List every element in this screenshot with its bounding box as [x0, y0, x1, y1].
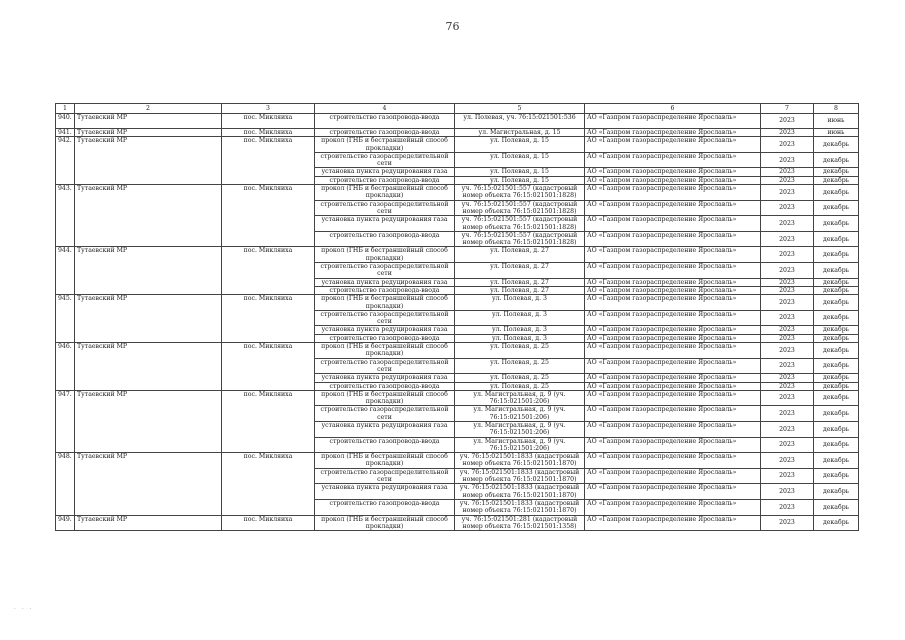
gasification-schedule-table — [55, 103, 859, 531]
organization-cell: АО «Газпром газораспределение Ярославль» — [585, 358, 761, 374]
organization-cell: АО «Газпром газораспределение Ярославль» — [585, 152, 761, 168]
month-cell: декабрь — [814, 484, 859, 500]
year-cell: 2023 — [761, 168, 814, 176]
year-cell: 2023 — [761, 310, 814, 326]
month-cell: июнь — [814, 129, 859, 137]
address-cell: уч. 76:15:021501:557 (кадастровый номер объекта 76:15:021501:1828) — [455, 216, 585, 232]
settlement-cell — [222, 374, 315, 382]
organization-cell: АО «Газпром газораспределение Ярославль» — [585, 129, 761, 137]
organization-cell: АО «Газпром газораспределение Ярославль» — [585, 453, 761, 469]
settlement-cell: пос. Микляиха — [222, 114, 315, 129]
month-cell: декабрь — [814, 263, 859, 279]
month-cell: декабрь — [814, 185, 859, 201]
table-row — [56, 406, 859, 422]
address-cell: ул. Полевая, д. 15 — [455, 152, 585, 168]
settlement-cell: пос. Микляиха — [222, 453, 315, 469]
work-type-cell: строительство газораспределительной сети — [315, 468, 455, 484]
organization-cell: АО «Газпром газораспределение Ярославль» — [585, 334, 761, 342]
address-cell: ул. Магистральная, д. 15 — [455, 129, 585, 137]
month-cell: июнь — [814, 114, 859, 129]
table-row — [56, 358, 859, 374]
month-cell: декабрь — [814, 437, 859, 453]
work-type-cell: прокол (ГНБ и бестраншейный способ прокладки) — [315, 343, 455, 359]
organization-cell: АО «Газпром газораспределение Ярославль» — [585, 185, 761, 201]
month-cell: декабрь — [814, 374, 859, 382]
address-cell: ул. Магистральная, д. 9 (уч. 76:15:021501:206) — [455, 437, 585, 453]
settlement-cell — [222, 152, 315, 168]
district-cell — [75, 421, 222, 437]
work-type-cell: установка пункта редуцирования газа — [315, 374, 455, 382]
work-type-cell: строительство газопровода-ввода — [315, 334, 455, 342]
work-type-cell: строительство газопровода-ввода — [315, 437, 455, 453]
table-row — [56, 114, 859, 129]
row-number-cell — [56, 326, 75, 334]
address-cell: ул. Полевая, уч. 76:15:021501:536 — [455, 114, 585, 129]
table-row — [56, 278, 859, 286]
row-number-cell — [56, 406, 75, 422]
year-cell: 2023 — [761, 263, 814, 279]
table-row — [56, 129, 859, 137]
row-number-cell — [56, 334, 75, 342]
district-cell — [75, 200, 222, 216]
year-cell: 2023 — [761, 453, 814, 469]
organization-cell: АО «Газпром газораспределение Ярославль» — [585, 231, 761, 247]
row-number-cell — [56, 176, 75, 184]
table-row — [56, 453, 859, 469]
work-type-cell: строительство газопровода-ввода — [315, 382, 455, 390]
year-cell: 2023 — [761, 231, 814, 247]
year-cell: 2023 — [761, 278, 814, 286]
work-type-cell: строительство газораспределительной сети — [315, 358, 455, 374]
page-number: 76 — [445, 20, 460, 33]
organization-cell: АО «Газпром газораспределение Ярославль» — [585, 263, 761, 279]
organization-cell: АО «Газпром газораспределение Ярославль» — [585, 484, 761, 500]
row-number-cell — [56, 168, 75, 176]
table-row — [56, 437, 859, 453]
table-row — [56, 468, 859, 484]
settlement-cell — [222, 263, 315, 279]
organization-cell: АО «Газпром газораспределение Ярославль» — [585, 382, 761, 390]
table-row — [56, 176, 859, 184]
year-cell: 2023 — [761, 499, 814, 515]
organization-cell: АО «Газпром газораспределение Ярославль» — [585, 468, 761, 484]
organization-cell: АО «Газпром газораспределение Ярославль» — [585, 499, 761, 515]
address-cell: уч. 76:15:021501:1833 (кадастровый номер объекта 76:15:021501:1870) — [455, 468, 585, 484]
work-type-cell: установка пункта редуцирования газа — [315, 216, 455, 232]
year-cell: 2023 — [761, 374, 814, 382]
district-cell — [75, 176, 222, 184]
organization-cell: АО «Газпром газораспределение Ярославль» — [585, 437, 761, 453]
settlement-cell — [222, 326, 315, 334]
organization-cell: АО «Газпром газораспределение Ярославль» — [585, 310, 761, 326]
settlement-cell — [222, 499, 315, 515]
table-row — [56, 286, 859, 294]
row-number-cell — [56, 310, 75, 326]
year-cell: 2023 — [761, 406, 814, 422]
settlement-cell — [222, 437, 315, 453]
year-cell: 2023 — [761, 382, 814, 390]
table-row — [56, 484, 859, 500]
settlement-cell: пос. Микляиха — [222, 390, 315, 406]
work-type-cell: прокол (ГНБ и бестраншейный способ прокладки) — [315, 137, 455, 153]
row-number-cell: 941. — [56, 129, 75, 137]
month-cell: декабрь — [814, 515, 859, 531]
table-row — [56, 343, 859, 359]
settlement-cell — [222, 358, 315, 374]
settlement-cell: пос. Микляиха — [222, 129, 315, 137]
work-type-cell: установка пункта редуцирования газа — [315, 421, 455, 437]
address-cell: уч. 76:15:021501:557 (кадастровый номер объекта 76:15:021501:1828) — [455, 231, 585, 247]
address-cell: ул. Полевая, д. 15 — [455, 137, 585, 153]
month-cell: декабрь — [814, 247, 859, 263]
settlement-cell: пос. Микляиха — [222, 185, 315, 201]
address-cell: уч. 76:15:021501:281 (кадастровый номер объекта 76:15:021501:1358) — [455, 515, 585, 531]
row-number-cell — [56, 263, 75, 279]
district-cell — [75, 334, 222, 342]
year-cell: 2023 — [761, 421, 814, 437]
organization-cell: АО «Газпром газораспределение Ярославль» — [585, 168, 761, 176]
district-cell: Тутаевский МР — [75, 114, 222, 129]
district-cell — [75, 286, 222, 294]
district-cell — [75, 468, 222, 484]
row-number-cell — [56, 484, 75, 500]
header-cell: 8 — [814, 104, 859, 114]
district-cell — [75, 216, 222, 232]
year-cell: 2023 — [761, 137, 814, 153]
address-cell: ул. Полевая, д. 25 — [455, 382, 585, 390]
row-number-cell — [56, 468, 75, 484]
district-cell: Тутаевский МР — [75, 343, 222, 359]
work-type-cell: строительство газопровода-ввода — [315, 231, 455, 247]
district-cell — [75, 231, 222, 247]
settlement-cell — [222, 168, 315, 176]
year-cell: 2023 — [761, 176, 814, 184]
address-cell: ул. Полевая, д. 15 — [455, 168, 585, 176]
table-row — [56, 185, 859, 201]
header-cell: 1 — [56, 104, 75, 114]
settlement-cell — [222, 468, 315, 484]
settlement-cell: пос. Микляиха — [222, 295, 315, 311]
header-cell: 5 — [455, 104, 585, 114]
year-cell: 2023 — [761, 334, 814, 342]
month-cell: декабрь — [814, 382, 859, 390]
table-row — [56, 295, 859, 311]
district-cell: Тутаевский МР — [75, 295, 222, 311]
district-cell — [75, 358, 222, 374]
district-cell: Тутаевский МР — [75, 137, 222, 153]
month-cell: декабрь — [814, 231, 859, 247]
year-cell: 2023 — [761, 358, 814, 374]
row-number-cell — [56, 231, 75, 247]
table-row — [56, 390, 859, 406]
district-cell: Тутаевский МР — [75, 129, 222, 137]
address-cell: ул. Полевая, д. 27 — [455, 286, 585, 294]
year-cell: 2023 — [761, 286, 814, 294]
work-type-cell: прокол (ГНБ и бестраншейный способ прокладки) — [315, 295, 455, 311]
work-type-cell: прокол (ГНБ и бестраншейный способ прокладки) — [315, 185, 455, 201]
address-cell: уч. 76:15:021501:1833 (кадастровый номер объекта 76:15:021501:1870) — [455, 484, 585, 500]
row-number-cell — [56, 437, 75, 453]
settlement-cell — [222, 310, 315, 326]
header-cell: 3 — [222, 104, 315, 114]
year-cell: 2023 — [761, 295, 814, 311]
address-cell: уч. 76:15:021501:557 (кадастровый номер объекта 76:15:021501:1828) — [455, 185, 585, 201]
year-cell: 2023 — [761, 484, 814, 500]
district-cell — [75, 263, 222, 279]
settlement-cell — [222, 231, 315, 247]
organization-cell: АО «Газпром газораспределение Ярославль» — [585, 421, 761, 437]
organization-cell: АО «Газпром газораспределение Ярославль» — [585, 200, 761, 216]
organization-cell: АО «Газпром газораспределение Ярославль» — [585, 278, 761, 286]
table-row — [56, 515, 859, 531]
month-cell: декабрь — [814, 216, 859, 232]
work-type-cell: установка пункта редуцирования газа — [315, 168, 455, 176]
header-cell: 2 — [75, 104, 222, 114]
row-number-cell — [56, 200, 75, 216]
district-cell — [75, 406, 222, 422]
work-type-cell: установка пункта редуцирования газа — [315, 278, 455, 286]
month-cell: декабрь — [814, 343, 859, 359]
table-row — [56, 168, 859, 176]
month-cell: декабрь — [814, 286, 859, 294]
address-cell: ул. Полевая, д. 3 — [455, 310, 585, 326]
settlement-cell: пос. Микляиха — [222, 515, 315, 531]
district-cell: Тутаевский МР — [75, 453, 222, 469]
address-cell: ул. Полевая, д. 27 — [455, 278, 585, 286]
table-row — [56, 374, 859, 382]
table-row — [56, 137, 859, 153]
work-type-cell: прокол (ГНБ и бестраншейный способ прокладки) — [315, 247, 455, 263]
row-number-cell — [56, 278, 75, 286]
year-cell: 2023 — [761, 216, 814, 232]
work-type-cell: строительство газораспределительной сети — [315, 200, 455, 216]
settlement-cell: пос. Микляиха — [222, 343, 315, 359]
district-cell — [75, 437, 222, 453]
organization-cell: АО «Газпром газораспределение Ярославль» — [585, 374, 761, 382]
district-cell — [75, 484, 222, 500]
address-cell: ул. Полевая, д. 27 — [455, 247, 585, 263]
table-row — [56, 247, 859, 263]
month-cell: декабрь — [814, 152, 859, 168]
month-cell: декабрь — [814, 421, 859, 437]
row-number-cell — [56, 382, 75, 390]
table-row — [56, 421, 859, 437]
row-number-cell: 947. — [56, 390, 75, 406]
table-row — [56, 499, 859, 515]
district-cell — [75, 382, 222, 390]
work-type-cell: строительство газопровода-ввода — [315, 129, 455, 137]
work-type-cell: строительство газопровода-ввода — [315, 114, 455, 129]
month-cell: декабрь — [814, 295, 859, 311]
work-type-cell: строительство газораспределительной сети — [315, 310, 455, 326]
year-cell: 2023 — [761, 114, 814, 129]
district-cell — [75, 168, 222, 176]
month-cell: декабрь — [814, 406, 859, 422]
table-row — [56, 326, 859, 334]
organization-cell: АО «Газпром газораспределение Ярославль» — [585, 343, 761, 359]
year-cell: 2023 — [761, 247, 814, 263]
settlement-cell — [222, 176, 315, 184]
district-cell — [75, 374, 222, 382]
district-cell: Тутаевский МР — [75, 185, 222, 201]
header-cell: 4 — [315, 104, 455, 114]
header-cell: 7 — [761, 104, 814, 114]
district-cell — [75, 499, 222, 515]
settlement-cell — [222, 286, 315, 294]
organization-cell: АО «Газпром газораспределение Ярославль» — [585, 216, 761, 232]
district-cell: Тутаевский МР — [75, 390, 222, 406]
organization-cell: АО «Газпром газораспределение Ярославль» — [585, 295, 761, 311]
table-row — [56, 152, 859, 168]
address-cell: ул. Полевая, д. 25 — [455, 343, 585, 359]
year-cell: 2023 — [761, 200, 814, 216]
month-cell: декабрь — [814, 334, 859, 342]
address-cell: ул. Полевая, д. 3 — [455, 295, 585, 311]
work-type-cell: прокол (ГНБ и бестраншейный способ прокладки) — [315, 515, 455, 531]
organization-cell: АО «Газпром газораспределение Ярославль» — [585, 137, 761, 153]
year-cell: 2023 — [761, 390, 814, 406]
table-row — [56, 231, 859, 247]
table-row — [56, 334, 859, 342]
settlement-cell — [222, 334, 315, 342]
year-cell: 2023 — [761, 437, 814, 453]
district-cell — [75, 152, 222, 168]
settlement-cell: пос. Микляиха — [222, 247, 315, 263]
address-cell: ул. Магистральная, д. 9 (уч. 76:15:021501:206) — [455, 406, 585, 422]
address-cell: уч. 76:15:021501:1833 (кадастровый номер объекта 76:15:021501:1870) — [455, 453, 585, 469]
settlement-cell: пос. Микляиха — [222, 137, 315, 153]
year-cell: 2023 — [761, 129, 814, 137]
organization-cell: АО «Газпром газораспределение Ярославль» — [585, 406, 761, 422]
work-type-cell: прокол (ГНБ и бестраншейный способ прокладки) — [315, 390, 455, 406]
row-number-cell — [56, 374, 75, 382]
settlement-cell — [222, 421, 315, 437]
district-cell — [75, 326, 222, 334]
address-cell: ул. Полевая, д. 15 — [455, 176, 585, 184]
district-cell: Тутаевский МР — [75, 247, 222, 263]
month-cell: декабрь — [814, 453, 859, 469]
work-type-cell: строительство газораспределительной сети — [315, 263, 455, 279]
table-row — [56, 263, 859, 279]
scan-artifact: · · · — [14, 606, 34, 613]
address-cell: ул. Магистральная, д. 9 (уч. 76:15:021501:206) — [455, 390, 585, 406]
work-type-cell: установка пункта редуцирования газа — [315, 484, 455, 500]
row-number-cell — [56, 216, 75, 232]
address-cell: ул. Полевая, д. 3 — [455, 326, 585, 334]
table-row — [56, 216, 859, 232]
month-cell: декабрь — [814, 200, 859, 216]
settlement-cell — [222, 484, 315, 500]
settlement-cell — [222, 200, 315, 216]
row-number-cell: 942. — [56, 137, 75, 153]
address-cell: уч. 76:15:021501:557 (кадастровый номер объекта 76:15:021501:1828) — [455, 200, 585, 216]
year-cell: 2023 — [761, 326, 814, 334]
work-type-cell: установка пункта редуцирования газа — [315, 326, 455, 334]
settlement-cell — [222, 278, 315, 286]
row-number-cell — [56, 421, 75, 437]
row-number-cell: 948. — [56, 453, 75, 469]
row-number-cell: 949. — [56, 515, 75, 531]
address-cell: ул. Магистральная, д. 9 (уч. 76:15:021501:206) — [455, 421, 585, 437]
year-cell: 2023 — [761, 515, 814, 531]
organization-cell: АО «Газпром газораспределение Ярославль» — [585, 286, 761, 294]
organization-cell: АО «Газпром газораспределение Ярославль» — [585, 515, 761, 531]
table-row — [56, 382, 859, 390]
settlement-cell — [222, 216, 315, 232]
table-row — [56, 310, 859, 326]
organization-cell: АО «Газпром газораспределение Ярославль» — [585, 247, 761, 263]
month-cell: декабрь — [814, 137, 859, 153]
month-cell: декабрь — [814, 168, 859, 176]
row-number-cell — [56, 152, 75, 168]
month-cell: декабрь — [814, 390, 859, 406]
month-cell: декабрь — [814, 499, 859, 515]
row-number-cell: 944. — [56, 247, 75, 263]
district-cell — [75, 310, 222, 326]
work-type-cell: строительство газораспределительной сети — [315, 152, 455, 168]
work-type-cell: прокол (ГНБ и бестраншейный способ прокладки) — [315, 453, 455, 469]
row-number-cell: 943. — [56, 185, 75, 201]
month-cell: декабрь — [814, 310, 859, 326]
district-cell — [75, 278, 222, 286]
address-cell: ул. Полевая, д. 25 — [455, 374, 585, 382]
address-cell: уч. 76:15:021501:1833 (кадастровый номер объекта 76:15:021501:1870) — [455, 499, 585, 515]
organization-cell: АО «Газпром газораспределение Ярославль» — [585, 326, 761, 334]
month-cell: декабрь — [814, 358, 859, 374]
work-type-cell: строительство газопровода-ввода — [315, 499, 455, 515]
organization-cell: АО «Газпром газораспределение Ярославль» — [585, 176, 761, 184]
settlement-cell — [222, 406, 315, 422]
table-row — [56, 200, 859, 216]
address-cell: ул. Полевая, д. 25 — [455, 358, 585, 374]
row-number-cell: 946. — [56, 343, 75, 359]
row-number-cell: 945. — [56, 295, 75, 311]
year-cell: 2023 — [761, 343, 814, 359]
row-number-cell — [56, 358, 75, 374]
year-cell: 2023 — [761, 185, 814, 201]
row-number-cell — [56, 286, 75, 294]
work-type-cell: строительство газораспределительной сети — [315, 406, 455, 422]
work-type-cell: строительство газопровода-ввода — [315, 176, 455, 184]
year-cell: 2023 — [761, 468, 814, 484]
settlement-cell — [222, 382, 315, 390]
month-cell: декабрь — [814, 278, 859, 286]
row-number-cell — [56, 499, 75, 515]
header-cell: 6 — [585, 104, 761, 114]
district-cell: Тутаевский МР — [75, 515, 222, 531]
table-header-row — [56, 104, 859, 114]
month-cell: декабрь — [814, 326, 859, 334]
address-cell: ул. Полевая, д. 3 — [455, 334, 585, 342]
organization-cell: АО «Газпром газораспределение Ярославль» — [585, 114, 761, 129]
row-number-cell: 940. — [56, 114, 75, 129]
month-cell: декабрь — [814, 468, 859, 484]
year-cell: 2023 — [761, 152, 814, 168]
month-cell: декабрь — [814, 176, 859, 184]
work-type-cell: строительство газопровода-ввода — [315, 286, 455, 294]
address-cell: ул. Полевая, д. 27 — [455, 263, 585, 279]
organization-cell: АО «Газпром газораспределение Ярославль» — [585, 390, 761, 406]
